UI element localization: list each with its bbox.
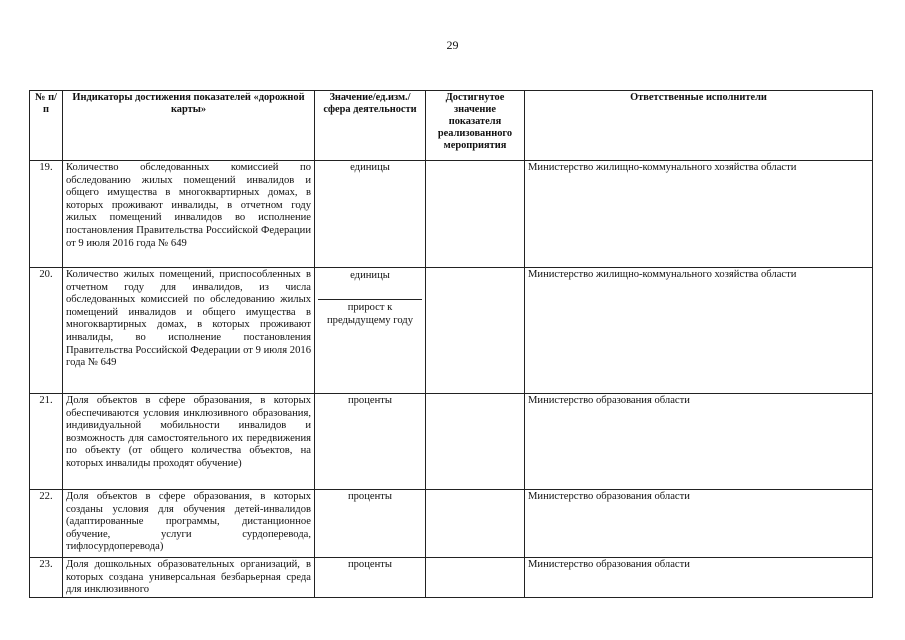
table-row [30, 490, 873, 558]
row-indicator: Доля объектов в сфере образования, в которых созданы условия для обучения детей-инвалидов (адаптированные программы, дистанционное обучение, услуги сурдоперевода, тифлосурдоперевода) [63, 490, 315, 558]
row-num: 19. [30, 161, 63, 268]
row-num: 20. [30, 268, 63, 394]
header-responsible: Ответственные исполнители [525, 91, 873, 161]
table-header-row [30, 91, 873, 161]
table-row [30, 268, 873, 394]
header-achieved: Достигнутое значение показателя реализованного мероприятия [426, 91, 525, 161]
row-num: 23. [30, 558, 63, 598]
table-row [30, 394, 873, 490]
row-achieved [426, 558, 525, 598]
row-responsible: Министерство жилищно-коммунального хозяйства области [525, 268, 873, 394]
row-indicator: Доля дошкольных образовательных организаций, в которых создана универсальная безбарьерная среда для инклюзивного [63, 558, 315, 598]
row-responsible: Министерство образования области [525, 490, 873, 558]
row-achieved [426, 161, 525, 268]
row-indicator: Количество жилых помещений, приспособленных в отчетном году для инвалидов, из числа обследованных комиссией по обследованию жилых помещений инвалидов и общего имущества в многоквартирных домах, в которых проживают инвалиды, во исполнение постановления Правительства Российской Федерации от 9 июля 2016 года № 649 [63, 268, 315, 394]
row-responsible: Министерство жилищно-коммунального хозяйства области [525, 161, 873, 268]
row-achieved [426, 394, 525, 490]
row-responsible: Министерство образования области [525, 394, 873, 490]
table-row [30, 558, 873, 598]
row-responsible: Министерство образования области [525, 558, 873, 598]
header-num: № п/п [30, 91, 63, 161]
header-indicator: Индикаторы достижения показателей «дорожной карты» [63, 91, 315, 161]
row-unit-split [315, 268, 426, 394]
row-unit-extra: прирост к предыдущему году [327, 302, 413, 326]
table-row [30, 161, 873, 268]
row-num: 22. [30, 490, 63, 558]
page-number: 29 [446, 38, 459, 52]
header-value: Значение/ед.изм./ сфера деятельности [315, 91, 426, 161]
row-unit: проценты [315, 490, 426, 558]
row-indicator: Количество обследованных комиссией по обследованию жилых помещений инвалидов и общего имущества в многоквартирных домах, в которых проживают инвалиды, в отчетном году жилых помещений инвалидов во исполнение постановления Правительства Российской Федерации от 9 июля 2016 года № 649 [63, 161, 315, 268]
row-unit: единицы [315, 161, 426, 268]
row-num: 21. [30, 394, 63, 490]
row-unit: проценты [315, 394, 426, 490]
row-unit: единицы [318, 269, 422, 300]
row-achieved [426, 490, 525, 558]
row-unit: проценты [315, 558, 426, 598]
row-achieved [426, 268, 525, 394]
roadmap-indicators-table [29, 90, 873, 598]
row-indicator: Доля объектов в сфере образования, в которых обеспечиваются условия инклюзивного образования, индивидуальной мобильности инвалидов и возможность для самостоятельного их передвижения по объекту (от общего количества объектов, на которых инвалиды проходят обучение) [63, 394, 315, 490]
